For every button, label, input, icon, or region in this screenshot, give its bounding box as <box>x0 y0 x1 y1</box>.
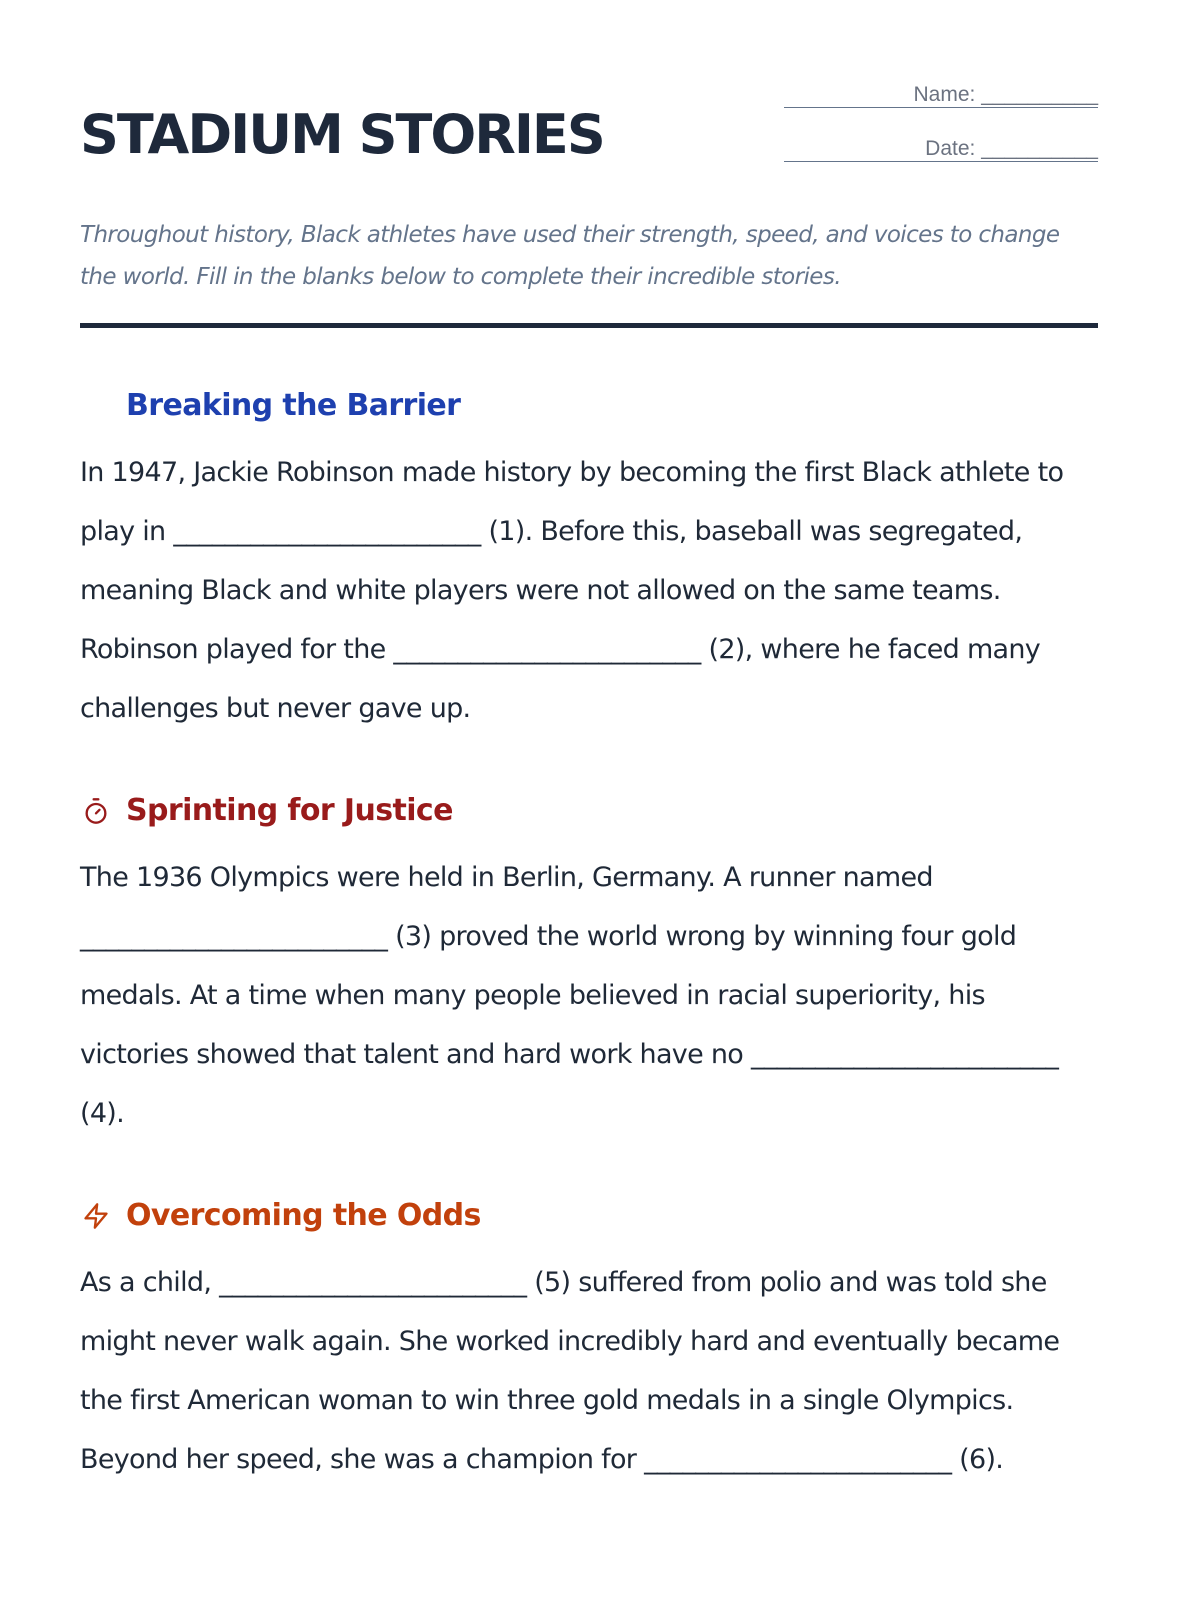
date-field[interactable]: Date: __________ <box>784 137 1098 162</box>
section-paragraph: The 1936 Olympics were held in Berlin, Germany. A runner named ________________________ (3) proved the world wrong by winning four gold medals. At a time when many people believed in racial superiority, his victories showed that talent and hard work have no ________________________ (4). <box>80 862 1059 1129</box>
name-field[interactable]: Name: __________ <box>784 83 1098 108</box>
section-paragraph: In 1947, Jackie Robinson made history by becoming the first Black athlete to play in ________________________ (1). Before this, baseball was segregated, meaning Black and white players were not allowed on the same teams. Robinson played for the ________________________ (2), where he faced many challenges but never gave up. <box>80 457 1064 724</box>
page-title: STADIUM STORIES <box>80 103 604 166</box>
section-heading: Breaking the Barrier <box>126 388 461 423</box>
section-overcoming-the-odds <box>80 1196 481 1236</box>
baseball-icon <box>80 390 112 422</box>
intro-text: Throughout history, Black athletes have used their strength, speed, and voices to change the world. Fill in the blanks below to complete their incredible stories. <box>80 222 1060 290</box>
header-divider <box>80 323 1098 328</box>
blank-3[interactable]: ________________________ <box>80 921 388 952</box>
blank-2[interactable]: ________________________ <box>393 634 701 665</box>
stopwatch-icon <box>80 795 112 827</box>
blank-4[interactable]: ________________________ <box>751 1039 1059 1070</box>
blank-5[interactable]: ________________________ <box>219 1267 527 1298</box>
section-heading: Sprinting for Justice <box>126 793 453 828</box>
blank-6[interactable]: ________________________ <box>644 1444 952 1475</box>
section-paragraph: As a child, ________________________ (5) suffered from polio and was told she might never walk again. She worked incredibly hard and eventually became the first American woman to win three gold medals in a single Olympics. Beyond her speed, she was a champion for ________________________ (6). <box>80 1267 1060 1475</box>
section-heading: Overcoming the Odds <box>126 1198 481 1233</box>
lightning-bolt-icon <box>80 1200 112 1232</box>
section-sprinting-for-justice <box>80 791 453 831</box>
blank-1[interactable]: ________________________ <box>173 516 481 547</box>
section-breaking-the-barrier <box>80 386 460 426</box>
